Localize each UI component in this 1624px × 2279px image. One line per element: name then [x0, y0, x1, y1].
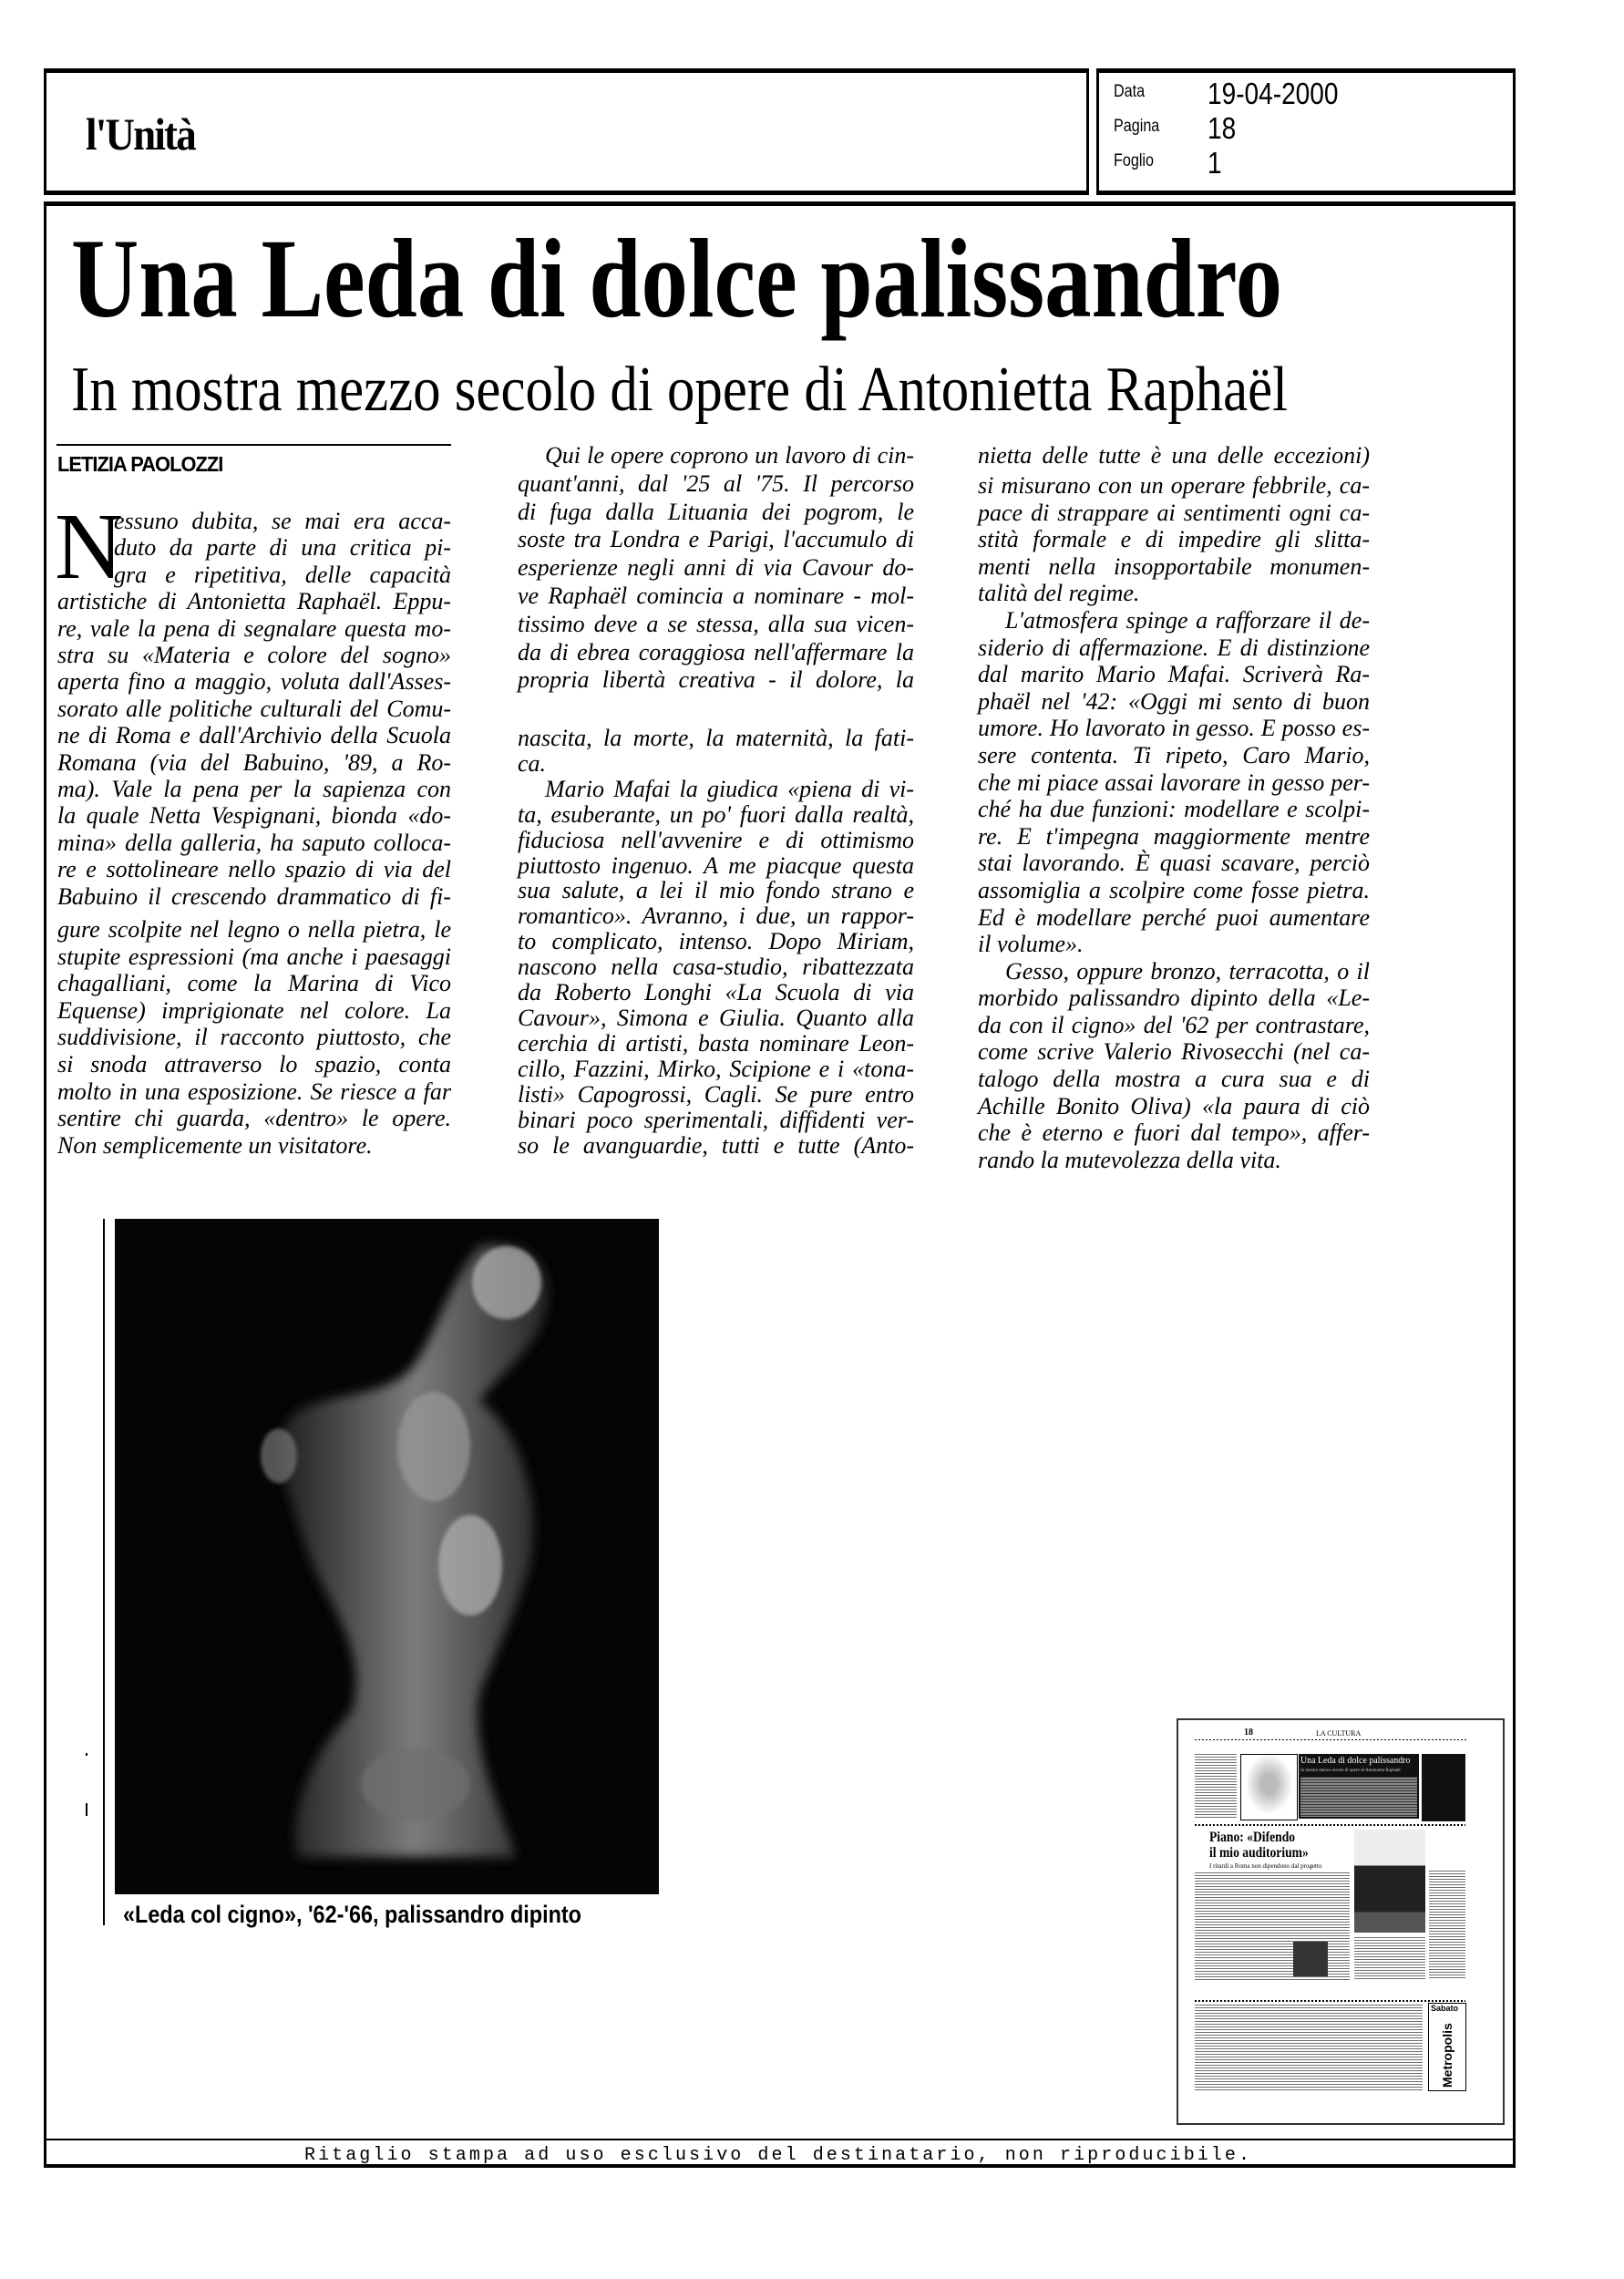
text-line: gure scolpite nel legno o nella pietra, le [57, 916, 451, 943]
footer-svg [0, 2140, 1624, 2168]
text-line: sere contenta. Ti ripeto, Caro Mario, [978, 741, 1370, 768]
thumb-subhead-main: I ritardi a Roma non dipendono dal progetto [1209, 1862, 1322, 1870]
text-line: artistiche di Antonietta Raphaël. Eppu- [57, 588, 451, 615]
text-line: duto da parte di una critica pi- [114, 534, 451, 562]
text-line: romantico». Avranno, i due, un rappor- [518, 902, 914, 930]
text-line: ve Raphaël comincia a nominare - mol- [518, 582, 914, 609]
byline-rule [57, 444, 451, 446]
text-line: binari poco sperimentali, diffidenti ver- [518, 1106, 914, 1133]
text-line: re e sottolineare nello spazio di via del [57, 856, 451, 883]
thumb-text [1429, 1871, 1465, 1980]
text-line: Gesso, oppure bronzo, terracotta, o il [1005, 957, 1370, 985]
text-line: Babuino il crescendo drammatico di fi- [57, 882, 451, 910]
text-line: Romana (via del Babuino, '89, a Ro- [57, 748, 451, 776]
column-2-block-2 [518, 726, 914, 1158]
text-line: da con il cigno» del '62 per contrastare, [978, 1011, 1370, 1038]
text-line: listi» Capogrossi, Cagli. Se pure entro [518, 1080, 914, 1108]
thumb-text [1195, 1754, 1237, 1818]
caption-svg [0, 1896, 638, 1933]
text-line: ma). Vale la pena per la sapienza con [57, 776, 451, 803]
text-line: si snoda attraverso lo spazio, conta [57, 1050, 451, 1078]
text-line: ta, esuberante, un po' fuori dalla realtà, [518, 800, 914, 828]
text-line: siderio di affermazione. E di distinzione [978, 634, 1370, 661]
text-line: talogo della mostra a cura sua e di [978, 1066, 1370, 1093]
text-line: chagalliani, come la Marina di Vico [57, 970, 451, 997]
text-line: Non semplicemente un visitatore. [57, 1131, 373, 1159]
text-line: ne di Roma e dall'Archivio della Scuola [57, 722, 451, 749]
text-line: dal marito Mario Mafai. Scriverà Ra- [978, 661, 1370, 688]
thumb-main-photo [1354, 1830, 1425, 1933]
text-line: che mi piace assai lavorare in gesso per- [978, 768, 1370, 796]
text-line: rando la mutevolezza della vita. [978, 1146, 1281, 1173]
text-line: cerchia di artisti, basta nominare Leon- [518, 1029, 914, 1057]
thumb-photo [1240, 1754, 1298, 1820]
text-line: da Roberto Longhi «La Scuola di via [518, 979, 914, 1006]
text-line: phaël nel '42: «Oggi mi sento di buon [978, 687, 1370, 715]
text-line: soste tra Londra e Parigi, l'accumulo di [518, 526, 914, 553]
text-line: piuttosto ingenuo. A me piacque questa [518, 851, 914, 879]
text-line: nascita, la morte, la maternità, la fati- [518, 725, 914, 751]
article-subtitle: In mostra mezzo secolo di opere di Antonietta Raphaël [71, 355, 1288, 425]
text-line: sorato alle politiche culturali del Comu- [57, 695, 451, 722]
thumb-headline-top: Una Leda di dolce palissandro [1300, 1755, 1411, 1766]
page-thumbnail [1177, 1718, 1505, 2125]
text-line: so le avanguardie, tutti e tutte (Anto- [518, 1131, 914, 1159]
meta-label-sheet: Foglio [1114, 151, 1154, 170]
text-line: ca. [518, 749, 547, 777]
text-line: sentire chi guarda, «dentro» le opere. [57, 1105, 451, 1132]
column-3-block-1 [978, 442, 1370, 469]
thumb-headline-line: il mio auditorium» [1209, 1845, 1309, 1861]
text-line: stai lavorando. È quasi scavare, perciò [978, 850, 1370, 877]
column-1-block-1 [57, 508, 451, 910]
text-line: cillo, Fazzini, Mirko, Scipione e i «tona- [518, 1055, 914, 1082]
thumb-small-photo [1293, 1942, 1328, 1976]
text-line: molto in una esposizione. Se riesce a far [57, 1078, 451, 1105]
thumb-vertical-label: Metropolis [1440, 2023, 1454, 2088]
text-line: che è eterno e fuori dal tempo», affer- [978, 1119, 1370, 1147]
photo-side-rule [103, 1219, 105, 1925]
text-line: Qui le opere coprono un lavoro di cin- [545, 442, 914, 469]
text-line: propria libertà creativa - il dolore, la [518, 666, 914, 694]
meta-value-date: 19-04-2000 [1208, 77, 1339, 110]
text-line: tissimo deve a se stessa, alla sua vicen- [518, 610, 914, 637]
margin-mark [86, 1803, 87, 1816]
text-line: Achille Bonito Oliva) «la paura di ciò [978, 1092, 1370, 1119]
text-line: aperta fino a maggio, voluta dall'Asses- [57, 668, 451, 696]
text-line: stupite espressioni (ma anche i paesaggi [57, 943, 451, 970]
text-line: to complicato, intenso. Dopo Miriam, [518, 928, 914, 955]
meta-label-date: Data [1114, 82, 1146, 101]
text-line: di fuga dalla Lituania dei pogrom, le [518, 498, 914, 525]
text-line: stra su «Materia e colore del sogno» [57, 642, 451, 669]
byline: LETIZIA PAOLOZZI [57, 452, 223, 476]
meta-value-page: 18 [1208, 111, 1237, 145]
text-line: L'atmosfera spinge a rafforzare il de- [1005, 606, 1370, 634]
thumb-headline-line: Piano: «Difendo [1209, 1830, 1296, 1845]
thumb-box-label: Sabato [1431, 2004, 1459, 2013]
text-line: nietta delle tutte è una delle eccezioni) [978, 442, 1370, 469]
newspaper-logo: l'Unità [86, 108, 195, 160]
thumb-text [1300, 1777, 1417, 1817]
column-3-block-2 [978, 472, 1370, 1173]
text-line: fiduciosa nell'avvenire e di ottimismo [518, 826, 914, 853]
text-line: talità del regime. [978, 580, 1140, 607]
photo-caption: «Leda col cigno», '62-'66, palissandro dipinto [123, 1901, 581, 1928]
text-line: pace di strappare ai sentimenti ogni ca- [978, 499, 1370, 526]
meta-label-page: Pagina [1114, 117, 1160, 136]
text-line: stità formale e di impedire gli slitta- [978, 526, 1370, 553]
thumb-side-box [1422, 1754, 1465, 1821]
thumb-rule [1195, 2000, 1465, 2002]
thumb-subhead-top: In mostra mezzo secolo di opere di Antonietta Raphaël [1300, 1769, 1401, 1773]
text-line: re, vale la pena di segnalare questa mo- [57, 614, 451, 642]
text-line: umore. Ho lavorato in gesso. E posso es- [978, 715, 1370, 742]
meta-value-sheet: 1 [1208, 146, 1222, 180]
text-line: da di ebrea coraggiosa nell'affermare la [518, 638, 914, 665]
text-line: suddivisione, il racconto piuttosto, che [57, 1024, 451, 1051]
text-line: Cavour», Simona e Giulia. Quanto alla [518, 1004, 914, 1031]
margin-mark [86, 1753, 87, 1756]
text-line: Equense) imprigionate nel colore. La [57, 996, 451, 1024]
text-line: nascono nella casa-studio, ribattezzata [518, 954, 914, 981]
leda-sculpture-image [115, 1219, 659, 1894]
text-line: Mario Mafai la giudica «piena di vi- [545, 775, 914, 802]
article-title: Una Leda di dolce palissandro [71, 216, 1282, 341]
text-line: assomiglia a scolpire come fosse pietra. [978, 876, 1370, 903]
thumb-rule [1195, 1824, 1465, 1826]
headline-svg [0, 0, 1624, 456]
text-line: re. E t'impegna maggiormente mentre [978, 822, 1370, 850]
thumb-headline-main [1209, 1830, 1309, 1861]
text-line: mina» della galleria, ha saputo colloca- [57, 829, 451, 856]
text-line: sua salute, a lei il mio fondo strano e [518, 877, 914, 904]
text-line: come scrive Valerio Rivosecchi (nel ca- [978, 1038, 1370, 1066]
footer-notice: Ritaglio stampa ad uso esclusivo del destinatario, non riproducibile. [304, 2145, 1250, 2166]
text-line: gra e ripetitiva, delle capacità [114, 561, 451, 588]
text-line: ché ha due funzioni: modellare e scolpi- [978, 796, 1370, 823]
thumb-rule [1195, 1739, 1468, 1740]
text-line: la quale Netta Vespignani, bionda «do- [57, 802, 451, 830]
text-line: Ed è modellare perché puoi aumentare [978, 903, 1370, 931]
thumb-text [1354, 1937, 1425, 1981]
sculpture-photo [115, 1219, 659, 1894]
text-line: si misurano con un operare febbrile, ca- [978, 472, 1370, 499]
thumb-page-number: 18 [1244, 1727, 1253, 1738]
column-2-block-1 [518, 442, 914, 695]
text-line: essuno dubita, se mai era acca- [114, 508, 451, 534]
text-line: il volume». [978, 931, 1084, 958]
drop-cap: N [55, 494, 124, 599]
thumb-section: LA CULTURA [1316, 1729, 1362, 1738]
thumb-text [1195, 2005, 1423, 2091]
text-line: quant'anni, dal '25 al '75. Il percorso [518, 469, 914, 497]
text-line: morbido palissandro dipinto della «Le- [978, 985, 1370, 1012]
text-line: menti nella insopportabile monumen- [978, 552, 1370, 580]
text-line: esperienze negli anni di via Cavour do- [518, 554, 914, 582]
column-1-block-2 [57, 916, 451, 1159]
